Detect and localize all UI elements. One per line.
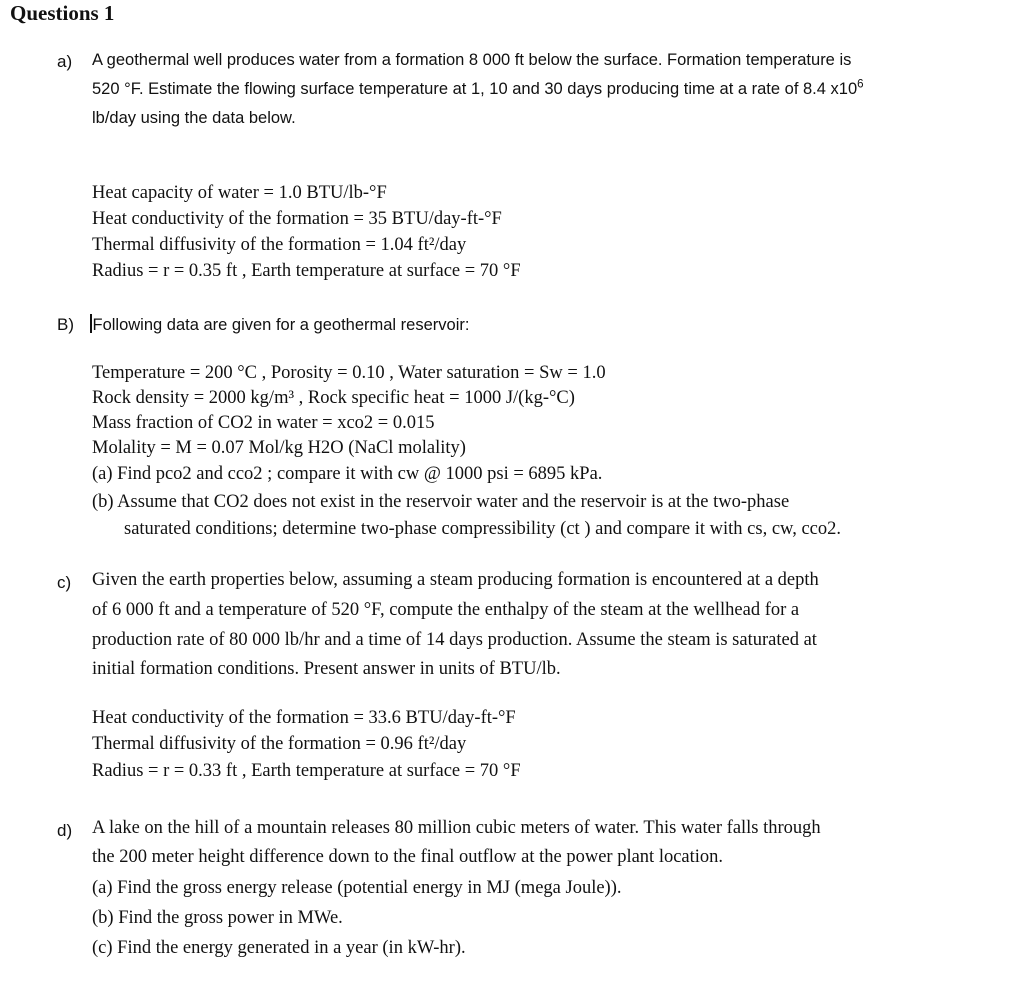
section-b-data-4: Molality = M = 0.07 Mol/kg H2O (NaCl molality) <box>92 438 466 458</box>
section-a-line-3: lb/day using the data below. <box>92 109 296 127</box>
section-a-line-2 <box>92 80 864 99</box>
section-a-data-2: Heat conductivity of the formation = 35 BTU/day-ft-°F <box>92 209 502 229</box>
section-c-line-2: of 6 000 ft and a temperature of 520 °F, compute the enthalpy of the steam at the wellhead for a <box>92 600 800 620</box>
section-b-item-a: (a) Find pco2 and cco2 ; compare it with cw @ 1000 psi = 6895 kPa. <box>92 464 603 484</box>
section-c-label: c) <box>57 573 72 592</box>
section-a-label: a) <box>57 52 73 71</box>
section-b-data-2: Rock density = 2000 kg/m³ , Rock specific heat = 1000 J/(kg-°C) <box>92 388 575 408</box>
section-c-line-4: initial formation conditions. Present answer in units of BTU/lb. <box>92 659 561 679</box>
section-d-item-b: (b) Find the gross power in MWe. <box>92 908 343 928</box>
page-title: Questions 1 <box>10 1 115 25</box>
section-a-data-3: Thermal diffusivity of the formation = 1.04 ft²/day <box>92 235 467 255</box>
section-b-item-b: (b) Assume that CO2 does not exist in the reservoir water and the reservoir is at the two-phase <box>92 492 790 512</box>
section-d-line-2: the 200 meter height difference down to the final outflow at the power plant location. <box>92 847 724 867</box>
section-b-data-3: Mass fraction of CO2 in water = xco2 = 0.015 <box>92 413 435 433</box>
section-b-intro-text: Following data are given for a geothermal reservoir: <box>92 316 470 334</box>
section-c-line-3: production rate of 80 000 lb/hr and a time of 14 days production. Assume the steam is saturated at <box>92 630 817 650</box>
section-a-line-2-text: 520 °F. Estimate the flowing surface temperature at 1, 10 and 30 days producing time at a rate of 8.4 x10 <box>92 80 858 98</box>
section-b-data-1: Temperature = 200 °C , Porosity = 0.10 , Water saturation = Sw = 1.0 <box>92 363 606 383</box>
section-d-label: d) <box>57 821 73 840</box>
rate-exponent: 6 <box>857 78 864 91</box>
section-c-data-1: Heat conductivity of the formation = 33.6 BTU/day-ft-°F <box>92 708 516 728</box>
section-d-item-a: (a) Find the gross energy release (potential energy in MJ (mega Joule)). <box>92 878 622 898</box>
section-b-intro <box>90 314 469 335</box>
section-a-data-4: Radius = r = 0.35 ft , Earth temperature at surface = 70 °F <box>92 261 521 281</box>
section-d-line-1: A lake on the hill of a mountain releases 80 million cubic meters of water. This water falls through <box>92 818 821 838</box>
section-c-line-1: Given the earth properties below, assuming a steam producing formation is encountered at a depth <box>92 570 819 590</box>
text-cursor <box>90 314 92 333</box>
section-c-data-3: Radius = r = 0.33 ft , Earth temperature at surface = 70 °F <box>92 761 521 781</box>
section-b-item-b-cont: saturated conditions; determine two-phase compressibility (ct ) and compare it with cs, cw, cco2. <box>124 519 842 539</box>
section-b-label: B) <box>57 315 74 334</box>
section-c-data-2: Thermal diffusivity of the formation = 0.96 ft²/day <box>92 734 467 754</box>
section-a-line-1: A geothermal well produces water from a formation 8 000 ft below the surface. Formation temperature is <box>92 51 852 69</box>
section-d-item-c: (c) Find the energy generated in a year (in kW-hr). <box>92 938 466 958</box>
section-a-data-1: Heat capacity of water = 1.0 BTU/lb-°F <box>92 183 387 203</box>
